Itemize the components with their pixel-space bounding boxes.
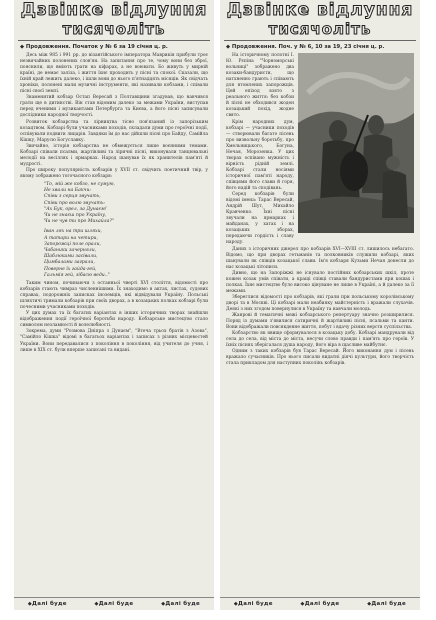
painting-image bbox=[298, 53, 414, 233]
continued-label: ◆ Далі буде bbox=[234, 601, 273, 607]
poem-line: Чабаники зачерняли, bbox=[44, 248, 97, 254]
lead-note: ◆ Продовження. Початок у № 6 за 19 січня ц. р. bbox=[20, 44, 168, 50]
article-title-line2: тисячоліть bbox=[268, 20, 372, 38]
poem-line: Чи не чув ти про Михайла?" bbox=[44, 219, 114, 225]
paragraph: Знаменитий кобзар Остап Вересай з Полтавщини згадував, що навчився грати ще в дитинстві. Він став відомим далеко за межами України, виступав перед вченими і музикантами Петербурга та Києва, а його пісні записували дослідники народної творчості. bbox=[20, 95, 208, 119]
continued-label: ◆ Далі буде bbox=[161, 601, 200, 607]
poem-line: Запорожці поле орали, bbox=[44, 241, 102, 247]
newspaper-clipping-left bbox=[14, 0, 214, 610]
lead-note: ◆ Продовження. Поч. у № 6, 10 за 19, 23 січня ц. р. bbox=[226, 44, 385, 50]
kobzar-painting-photo bbox=[298, 53, 414, 233]
poem-line: Шаблюками засівали, bbox=[44, 254, 98, 260]
article-body bbox=[20, 53, 208, 354]
continued-label: ◆ Далі буде bbox=[95, 601, 134, 607]
paragraph: Даних з історичних джерел про кобзарів XVI—XVIII ст. лишилось небагато. Відомо, що при дворах гетьманів та полковників служили кобзарі, яких шанували як співців козацької слави. Ім'я кобзаря Кузьми Нечая донесли до нас козацькі літописи. bbox=[226, 246, 414, 270]
poem-line: Гальмія гей, зібасю веди.." bbox=[44, 272, 110, 278]
poem-line: Співи з серця звучать, bbox=[44, 194, 101, 200]
paragraph: Таким чином, починаючи з останньої чверті XVI століття, відомості про кобзарів стають чимраз численнішими. Їх знаходимо в актах, листах, судових справах, подорожніх записках іноземців, які відвідували Україну. Польські шляхтичі тримали кобзарів при своїх дворах, а в козацьких полках кобзарі були почесними учасниками походів. bbox=[20, 281, 208, 311]
paragraph: Крім народних дум, кобзарі — учасники походів — створювали багато пісень про визвольну боротьбу, про Хмельницького, Богуна, Нечая, Морозенка. У цих творах оспівано мужність і вірність рідній землі. Кобзарі стали носіями історичної пам'яті народу, співцями його слави й горя, його надій та сподівань. bbox=[226, 119, 294, 192]
poem-line: Співи про волю звучать: bbox=[44, 200, 105, 206]
paragraph: Розвиток кобзарства та лірництва тісно пов'язаний із запорізьким козацтвом. Кобзарі були учасниками походів, складали думи про героїчні події, оспівували подвиги лицарів. Завдяки їм до нас дійшли пісні про Байду, Самійла Кішку, Марусю Богуславку. bbox=[20, 119, 208, 143]
poem-line: "Ах Бук, орел, за Дунаєм! bbox=[44, 206, 107, 212]
continued-label: ◆ Далі буде bbox=[367, 601, 406, 607]
continued-footer bbox=[220, 597, 420, 610]
article-title-line1: Дзвінке відлуння bbox=[20, 0, 208, 20]
clipping-header bbox=[18, 0, 210, 41]
continued-label: ◆ Далі буде bbox=[301, 601, 340, 607]
continued-label: ◆ Далі буде bbox=[28, 601, 67, 607]
paragraph: На історичному полотні І. Ю. Рєпіна "Чорноморські вольниці" зображено два козаки-бандуристи, що натхненно грають і співають для втомлених запорожців. Цей епізод взято з реального життя: без кобзи й пісні не обходився жоден козацький похід, жодне свято. bbox=[226, 53, 294, 119]
paragraph: Серед кобзарів були відомі імена: Тарас Вересай, Андрій Шут, Михайло Кравченко. Їхні пісні звучали на ярмарках і майданах, у хатах і на козацьких зборах, передаючи гордість і славу народу. bbox=[226, 192, 294, 246]
poem-line: Поверне їх гайда-гей, bbox=[44, 266, 97, 272]
paragraph: Жанрові й тематичні межі кобзарського репертуару значно розширилися. Поряд із думами з'явилися сатиричні й жартівливі пісні, псальми та канти. Вони відображали повсякденне життя, побут і вдачу різних верств суспільства. bbox=[226, 313, 414, 331]
paragraph: Звичайно, історія кобзарства не обмежується лише воєнними темами. Кобзарі співали псалми, жартівливі та ліричні пісні, виконували танцювальні мелодії на весіллях і ярмарках. Народ шанував їх як хранителів пам'яті й мудрості. bbox=[20, 143, 208, 167]
paragraph: Десь між 985 і 991 рр. до візантійського імператора Маврикія прибули троє незвичайних полонених слов'ян. На запитання про те, чому вони без зброї, пояснили, що вміють грати на кіфарах, а не воювати. Бо живуть у мирній країні, де немає заліза, і життя їхнє проходить у пісні та спокої. Сказали, що їхній край лежить далеко, і ішли вони до нього п'ятнадцять місяців. Як свідчать хроніки, полонені мали музичні інструменти, які називали кобзами, і співали пісні своєї землі. bbox=[20, 53, 208, 95]
newspaper-clipping-right bbox=[220, 0, 420, 610]
poem-line: Іван лях на три шляхи, bbox=[44, 229, 102, 235]
article-body bbox=[226, 53, 414, 367]
poem-line: Не хвали на Бакчи: bbox=[44, 188, 91, 194]
paragraph: У цих думах та їх багатих варіантах в інших історичних творах знайшли відображення події героїчної боротьби народу. Кобзарське мистецтво стало символом незламності й волелюбності. bbox=[20, 311, 208, 329]
paragraph: Одним з таких кобзарів був Тарас Вересай. Його виконання дум і пісень вражало сучасників. Про нього писали видатні діячі культури, його творчість стала прикладом для наступних поколінь кобзарів. bbox=[226, 349, 414, 367]
clipping-header bbox=[224, 0, 416, 41]
paragraph: Про широку популярність кобзарів у XVII ст. свідчить поетичний твір, у якому зображено тогочасного кобзаря: bbox=[20, 167, 208, 179]
paragraph: Зокрема, думи "Розмова Дніпра з Дунаєм", "Втеча трьох братів з Азова", "Самійло Кішка" відомі в багатьох варіантах і записах з різних місцевостей України. Вони передавалися з покоління в покоління, від учителя до учня, і лише в XIX ст. були вперше записані та видані. bbox=[20, 329, 208, 353]
poem-line: Цимбалами заграли, bbox=[44, 260, 95, 266]
article-title-line1: Дзвінке відлуння bbox=[226, 0, 414, 20]
paragraph: Збереглися відомості про кобзарів, які грали при польському королівському дворі та в Москві. Ці кобзарі мали неабияку майстерність і вражали слухачів. Деякі з них згодом повернулися в Україну та навчали молодь. bbox=[226, 294, 414, 312]
article-title-line2: тисячоліть bbox=[62, 20, 166, 38]
bullet-icon: ◆ bbox=[226, 44, 232, 50]
poem-line: "То, мій же кобзо, не сумую, bbox=[44, 181, 115, 187]
paragraph: Дивно, що на Запоріжжі не існувало постійних кобзарських шкіл, проте кожен козак умів співати, а кращі співці ставали бандуристами при кошах і полках. Їхнє мистецтво було високо цінуване не лише в Україні, а й далеко за її межами. bbox=[226, 270, 414, 294]
poem-stanza-1 bbox=[44, 182, 208, 279]
continued-footer bbox=[14, 597, 214, 610]
paragraph: Кобзарство як явище сформувалося в козацьку добу. Кобзарі мандрували від села до села, від міста до міста, несучи слово правди і пам'ять про героїв. У їхніх піснях зберігалася душа народу, його віра в щасливе майбутнє. bbox=[226, 331, 414, 349]
poem-line: А татари на четири, bbox=[44, 235, 98, 241]
poem-line: Чи не знаєш про Україну, bbox=[44, 213, 107, 218]
bullet-icon: ◆ bbox=[20, 44, 26, 50]
